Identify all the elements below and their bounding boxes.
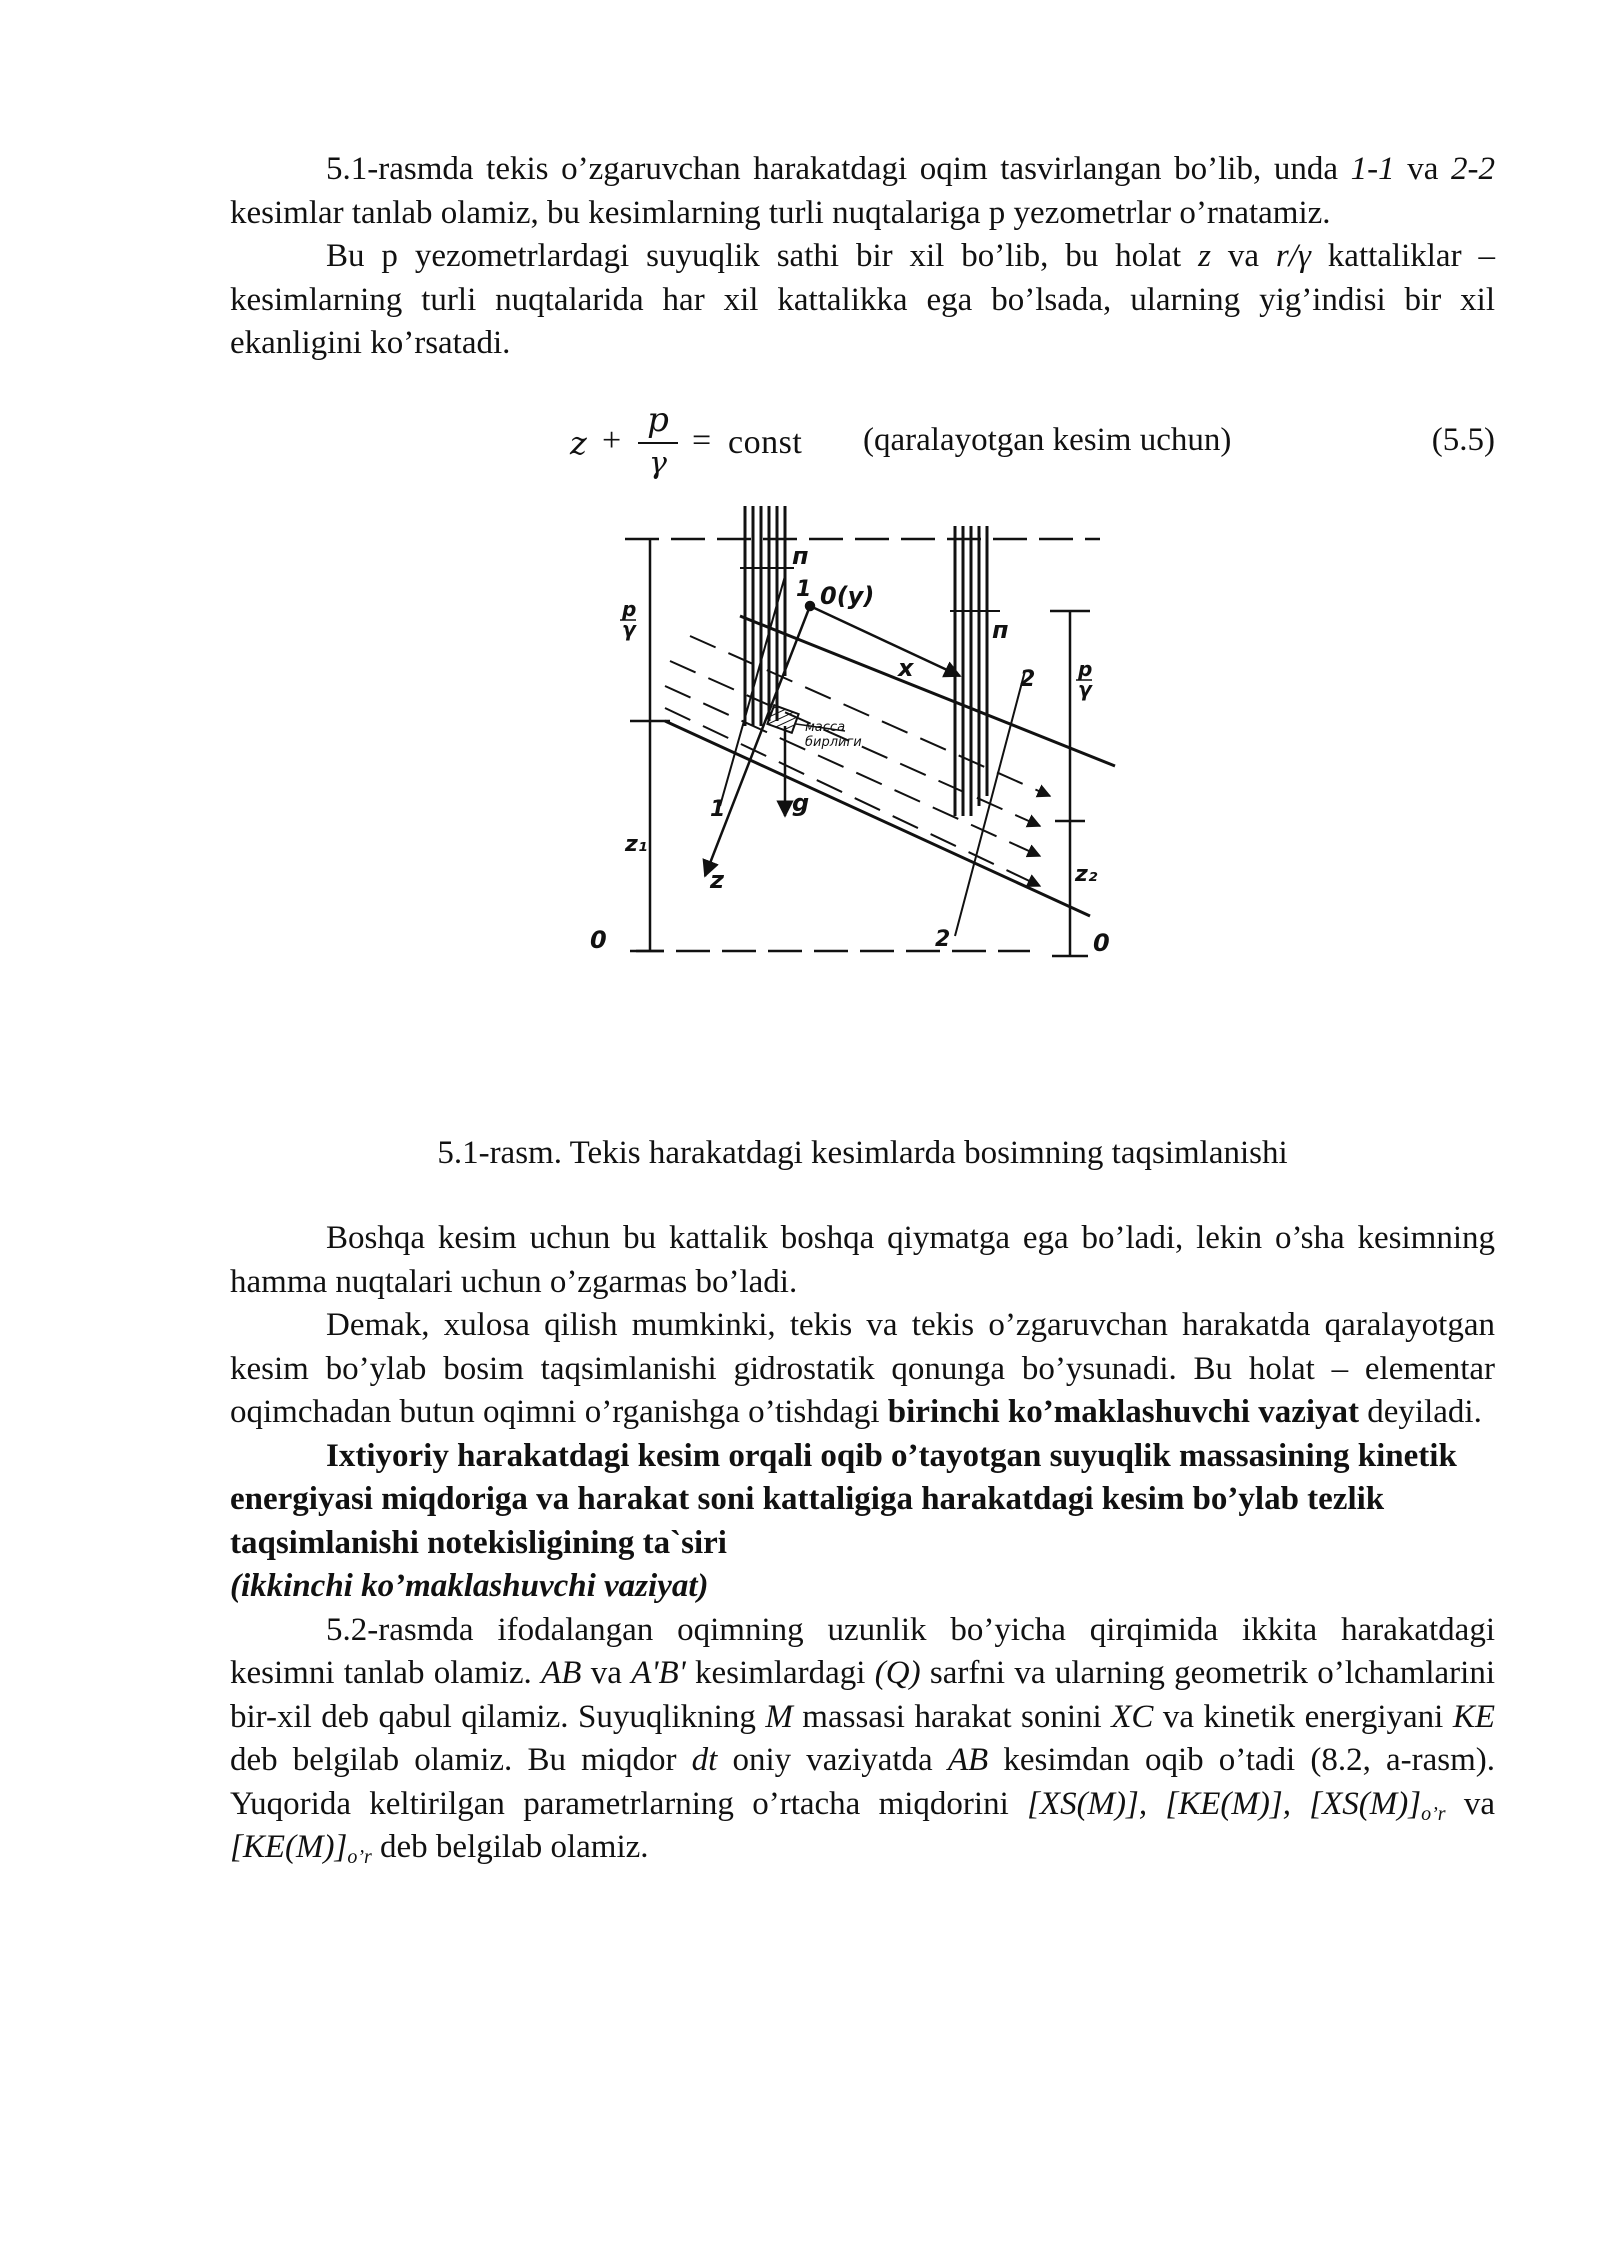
text-run: massasi harakat sonini: [792, 1698, 1112, 1735]
subscript: o’r: [1421, 1802, 1446, 1825]
section-heading: Ixtiyoriy harakatdagi kesim orqali oqib o’tayotgan suyuqlik massasining kinetik energiyasi miqdoriga va harakat soni kattaligiga harakatdagi kesim bo’ylab tezlik taqsimlanishi notekisligining ta`siri: [230, 1437, 1457, 1561]
paragraph-2: [230, 235, 1495, 366]
equation-plus: +: [602, 421, 622, 459]
page-content: [230, 148, 1495, 1870]
label-p-left: п: [792, 541, 809, 570]
label-2-top: 2: [1020, 666, 1036, 692]
label-g: g: [792, 788, 810, 817]
text-run: va: [1445, 1785, 1495, 1822]
label-p-gamma-right-num: p: [1078, 656, 1093, 681]
label-mass-1: масса: [805, 719, 846, 735]
text-run: Bu p yezometrlardagi suyuqlik sathi bir xil bo’lib, bu holat: [326, 238, 1199, 274]
symbol: [KE(M)]: [230, 1829, 348, 1865]
symbol: KE: [1452, 1698, 1495, 1735]
mass-element: [767, 705, 798, 733]
fraction-numerator: p: [647, 399, 669, 440]
label-1-top: 1: [796, 576, 812, 602]
label-p-gamma-left-den: γ: [622, 616, 636, 641]
text-run: 5.1-rasmda tekis o’zgaruvchan harakatdagi oqim tasvirlangan bo’lib, unda: [326, 151, 1351, 187]
text-run: kattaliklar – kesimlarning turli nuqtalarida har xil kattalikka ega bo’lsada, ularning yig’indisi bir xil ekanligini ko’rsatadi.: [230, 238, 1495, 361]
text-run: oniy vaziyatda: [717, 1742, 948, 1778]
text-run: sarfni va ularning geometrik o’lchamlarini bir-xil deb qabul qilamiz. Suyuqlikning: [230, 1655, 1496, 1735]
z-axis: [705, 606, 810, 876]
symbol: M: [765, 1698, 793, 1735]
paragraph-1: [230, 148, 1495, 235]
text-run: va kinetik energiyani: [1153, 1698, 1453, 1735]
label-zero-left: 0: [590, 925, 607, 954]
paragraph-3: Boshqa kesim uchun bu kattalik boshqa qiymatga ega bo’ladi, lekin o’sha kesimning hamma nuqtalari uchun o’zgarmas bo’ladi.: [230, 1220, 1495, 1300]
figure-5-1: [230, 496, 1495, 1126]
right-piezometers: [955, 526, 987, 816]
equation-z: z: [570, 423, 587, 462]
symbol: AB: [541, 1655, 582, 1691]
label-z2: z₂: [1075, 861, 1098, 887]
label-1-bottom: 1: [710, 796, 726, 822]
equation-expression: [570, 400, 870, 490]
text-run: deb belgilab olamiz.: [371, 1829, 649, 1865]
lower-boundary: [665, 721, 1090, 916]
label-mass-2: бирлиги: [805, 734, 862, 750]
symbol: [XS(M)], [KE(M)], [XS(M)]: [1027, 1785, 1422, 1822]
label-x-axis: x: [898, 653, 914, 682]
text-run: va: [581, 1655, 632, 1691]
paragraph-4: [230, 1304, 1495, 1435]
symbol: XC: [1111, 1698, 1154, 1735]
equation-equals: =: [692, 421, 712, 459]
fraction-denominator: γ: [649, 445, 667, 481]
text-run: Demak, xulosa qilish mumkinki, tekis va tekis o’zgaruvchan harakatda qaralayotgan kesim bo’ylab bosim taqsimlanishi gidrostatik qonunga bo’ysunadi. Bu holat – elementar oqimchadan butun oqimni o’rganishga o’tishdagi: [230, 1307, 1495, 1430]
figure-caption: 5.1-rasm. Tekis harakatdagi kesimlarda bosimning taqsimlanishi: [437, 1134, 1288, 1171]
equation-fraction: [636, 400, 680, 484]
label-origin: 0(у): [820, 581, 875, 610]
label-z1: z₁: [625, 831, 648, 857]
label-zero-right: 0: [1093, 928, 1110, 957]
label-p-gamma-right-den: γ: [1078, 676, 1092, 701]
text-run: 5.2-rasmda ifodalangan oqimning uzunlik bo’yicha qirqimida ikkita harakatdagi kesimni tanlab olamiz.: [230, 1611, 1495, 1691]
symbol: AB: [947, 1742, 989, 1778]
label-p-gamma-left-num: p: [622, 596, 637, 621]
subscript: o’r: [347, 1846, 372, 1868]
section-label: 2-2: [1451, 151, 1495, 187]
symbol-r-gamma: r/γ: [1275, 238, 1311, 274]
bold-term: birinchi ko’maklashuvchi vaziyat: [887, 1394, 1360, 1430]
symbol-z: z: [1198, 238, 1211, 274]
equation-number: (5.5): [1431, 421, 1495, 458]
text-run: kesimlardagi: [685, 1655, 875, 1691]
label-z-axis: z: [710, 865, 724, 894]
text-run: kesimlar tanlab olamiz, bu kesimlarning turli nuqtalariga p yezometrlar o’rnatamiz.: [230, 194, 1331, 231]
flow-diagram: [570, 496, 1160, 996]
label-p-right: п: [992, 615, 1009, 644]
label-2-bottom: 2: [935, 926, 951, 952]
equation-const: const: [728, 423, 803, 461]
equation-5-5: [230, 392, 1495, 492]
paragraph-5: [230, 1609, 1495, 1870]
text-run: kesimdan oqib o’tadi (8.2, a-rasm). Yuqorida keltirilgan parametrlarning o’rtacha miqdorini: [230, 1742, 1495, 1822]
x-axis: [810, 606, 960, 676]
text-run: va: [1394, 151, 1451, 187]
section-2-2: [955, 671, 1025, 936]
section-label: 1-1: [1350, 151, 1395, 187]
symbol: dt: [691, 1742, 718, 1778]
equation-note: (qaralayotgan kesim uchun): [863, 421, 1232, 458]
text-run: deyiladi.: [1359, 1394, 1482, 1430]
symbol: (Q): [874, 1655, 921, 1691]
text-run: va: [1210, 238, 1276, 274]
section-heading-subtitle: (ikkinchi ko’maklashuvchi vaziyat): [230, 1568, 709, 1604]
text-run: deb belgilab olamiz. Bu miqdor: [230, 1742, 692, 1778]
symbol: A'B': [631, 1655, 686, 1691]
